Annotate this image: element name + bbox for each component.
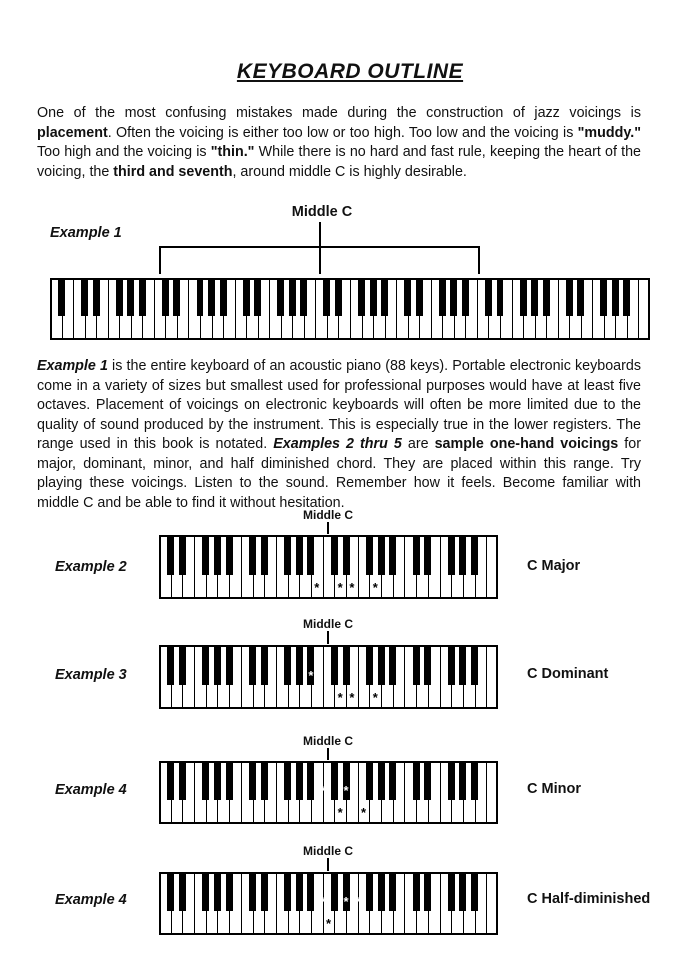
black-key [179,872,186,911]
black-key [226,645,233,685]
example-3-chord-name: C Dominant [527,666,609,682]
black-key [335,278,342,316]
intro-paragraph [37,104,641,182]
black-key [284,761,291,800]
black-key [378,645,385,685]
white-key [638,278,651,340]
intro-text-2: . Often the voicing is either too low or too high. Too low and the voicing is [107,124,578,141]
voicing-note-mark: * [349,690,355,705]
voicing-note-mark: * [325,916,332,931]
voicing-note-mark: * [349,580,355,595]
voicing-note-mark: * [343,894,349,910]
black-key [424,761,431,800]
black-key [497,278,504,316]
black-key [127,278,134,316]
black-key [577,278,584,316]
white-key [486,872,499,935]
black-key [220,278,227,316]
example-1-middle-c-label: Middle C [291,204,353,220]
example-3-keyboard [159,645,498,709]
voicing-note-mark: * [343,783,349,799]
example-1-range-bracket [159,246,480,248]
black-key [331,872,338,911]
black-key [214,872,221,911]
black-key [249,535,256,575]
black-key [366,872,373,911]
example-3-middle-c-line [327,631,329,644]
black-key [413,761,420,800]
black-key [202,535,209,575]
black-key [378,535,385,575]
black-key [389,645,396,685]
example-4-middle-c-line [327,748,329,760]
black-key [378,872,385,911]
black-key [448,761,455,800]
black-key [450,278,457,316]
voicing-note-mark: * [355,894,361,910]
example-2-keyboard [159,535,498,599]
black-key [202,872,209,911]
black-key [226,535,233,575]
piano-keyboard-88-keys [50,278,650,340]
black-key [343,535,350,575]
black-key [448,872,455,911]
black-key [424,872,431,911]
black-key [300,278,307,316]
black-key [226,761,233,800]
body-text-3: for major, dominant, minor, and half diminished chord. They are placed within this range. Try playing these voicings. Listen to the sound. Remember how it feels. Become familiar with middle C and be able to find it without hesitation. [37,436,641,511]
black-key [249,761,256,800]
voicing-note-mark: * [337,690,343,705]
black-key [277,278,284,316]
example-1-middle-c-line [319,222,321,274]
black-key [485,278,492,316]
example-5-middle-c-label: Middle C [303,844,353,858]
black-key [167,761,174,800]
black-key [284,872,291,911]
black-key [459,872,466,911]
black-key [202,645,209,685]
black-key [307,761,314,800]
black-key [214,761,221,800]
black-key [296,872,303,911]
black-key [284,645,291,685]
black-key [81,278,88,316]
black-key [471,535,478,575]
black-key [459,761,466,800]
example-4-keyboard [159,761,498,824]
voicing-note-mark: * [337,580,343,595]
black-key [343,645,350,685]
black-key [296,535,303,575]
example-2-middle-c-line [327,522,329,534]
black-key [254,278,261,316]
body-bold-example-1: Example 1 [37,358,108,374]
white-key [486,535,499,599]
black-key [116,278,123,316]
black-key [413,645,420,685]
black-key [296,645,303,685]
black-key [471,761,478,800]
example-3-middle-c-label: Middle C [303,617,353,631]
intro-text-1: One of the most confusing mistakes made during the construction of jazz voicings is [37,105,641,121]
black-key [389,535,396,575]
black-key [197,278,204,316]
body-text-1: is the entire keyboard of an acoustic piano (88 keys). Portable electronic keyboards come in a variety of sizes but smallest used for professional purposes would have at least five octaves. Placement of voicings on electronic keyboards will often be more limited due to the quality of sound produced by the instrument. This is especially true in the lower registers. The range used in this book is notated. [37,358,641,452]
black-key [179,645,186,685]
black-key [471,645,478,685]
body-bold-sample-voicings: sample one-hand voicings [434,436,619,452]
voicing-note-mark: * [320,783,326,799]
example-5-chord-name: C Half-diminished [527,891,651,907]
black-key [261,645,268,685]
black-key [162,278,169,316]
black-key [284,535,291,575]
black-key [214,535,221,575]
white-key [486,645,499,709]
black-key [366,761,373,800]
black-key [289,278,296,316]
body-text-2: are [401,436,435,452]
black-key [179,535,186,575]
intro-text-3: Too high and the voicing is [37,144,211,160]
black-key [93,278,100,316]
example-2-middle-c-label: Middle C [303,508,353,522]
example-1-label: Example 1 [50,225,122,241]
black-key [448,535,455,575]
black-key [413,872,420,911]
black-key [366,535,373,575]
black-key [531,278,538,316]
black-key [139,278,146,316]
black-key [623,278,630,316]
voicing-note-mark: * [308,667,314,683]
black-key [179,761,186,800]
black-key [413,535,420,575]
black-key [520,278,527,316]
example-2-chord-name: C Major [527,558,581,574]
black-key [381,278,388,316]
black-key [366,645,373,685]
black-key [214,645,221,685]
black-key [612,278,619,316]
black-key [462,278,469,316]
black-key [439,278,446,316]
black-key [249,872,256,911]
black-key [459,535,466,575]
black-key [370,278,377,316]
intro-bold-third-seventh: third and seventh [113,163,233,180]
body-paragraph [37,357,641,513]
example-3-label: Example 3 [55,667,127,683]
black-key [448,645,455,685]
black-key [58,278,65,316]
black-key [389,761,396,800]
example-5-middle-c-line [327,858,329,871]
black-key [416,278,423,316]
black-key [202,761,209,800]
voicing-note-mark: * [372,580,378,595]
black-key [424,645,431,685]
voicing-note-mark: * [372,690,378,705]
black-key [167,535,174,575]
example-1-range-left-tick [159,246,161,274]
black-key [424,535,431,575]
black-key [167,645,174,685]
example-5-label: Example 4 [55,892,127,908]
white-key [486,761,499,824]
black-key [471,872,478,911]
black-key [543,278,550,316]
example-4-chord-name: C Minor [527,781,581,797]
black-key [296,761,303,800]
black-key [459,645,466,685]
black-key [566,278,573,316]
intro-text-5: , around middle C is highly desirable. [232,163,467,180]
voicing-note-mark: * [314,580,320,595]
black-key [208,278,215,316]
example-2-label: Example 2 [55,559,127,575]
black-key [378,761,385,800]
black-key [358,278,365,316]
black-key [323,278,330,316]
black-key [389,872,396,911]
example-1-range-right-tick [478,246,480,274]
black-key [331,535,338,575]
voicing-note-mark: * [337,805,343,820]
black-key [307,535,314,575]
black-key [226,872,233,911]
black-key [261,761,268,800]
intro-bold-placement: placement [37,124,108,141]
black-key [307,872,314,911]
example-4-label: Example 4 [55,782,127,798]
black-key [167,872,174,911]
black-key [404,278,411,316]
intro-text-4: While there is no hard and fast rule, keeping the heart of the voicing, the [37,144,641,180]
voicing-note-mark: * [320,894,326,910]
intro-bold-thin: "thin." [210,144,255,160]
example-4-middle-c-label: Middle C [303,734,353,748]
black-key [600,278,607,316]
voicing-note-mark: * [361,805,367,820]
black-key [249,645,256,685]
page-title: KEYBOARD OUTLINE [236,60,464,83]
black-key [331,645,338,685]
black-key [243,278,250,316]
black-key [331,761,338,800]
example-5-keyboard [159,872,498,935]
black-key [261,535,268,575]
body-bold-examples-2-5: Examples 2 thru 5 [273,436,402,452]
black-key [173,278,180,316]
black-key [261,872,268,911]
intro-bold-muddy: "muddy." [577,124,641,141]
